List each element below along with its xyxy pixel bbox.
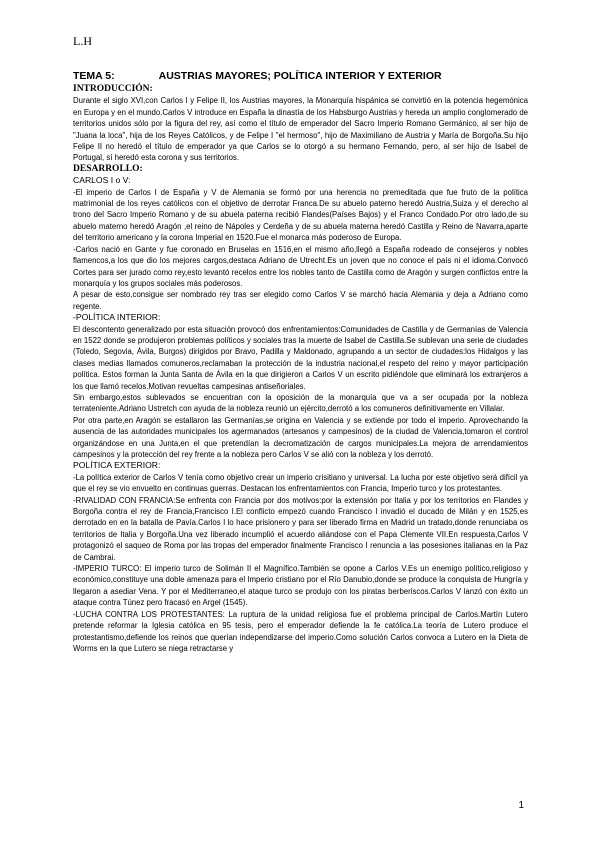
intro-heading: INTRODUCCIÓN:	[73, 84, 153, 94]
paragraph: A pesar de esto,consigue ser nombrado rey tras ser elegido como Carlos V se marchó hacia Alemania y deja a Adriano como regente.	[73, 290, 528, 311]
paragraph: -La política exterior de Carlos V tenía como objetivo crear un imperio crisitiano y universal. La lucha por este objetivo será difícil ya que el rey se vio envuelto en continuas guerras. Destacan los enfrentamientos con Francia, Imperio turco y los protestantes.	[73, 472, 528, 494]
intro-paragraph: Durante el siglo XVI,con Carlos I y Felipe II, los Austrias mayores, la Monarquía hispánica se convirtió en la potencia hegemónica en Europa y en el mundo.Carlos V introduce en España la dinastía de los Habsburgo Austrias y hereda un amplio conglomerado de territorios unidos sólo por la figura del rey, así como el título de emperador del Sacro Imperio Romano Germánico, al ser hijo de "Juana la loca", hija de los Reyes Católicos, y de Felipe I "el hermoso", hijo de Maximiliano de Austria y María de Borgoña.Su hijo Felipe II no heredó el título de emperador ya que Carlos se lo otorgó a su hermano Fernando, pero, al ser hijo de Isabel de Portugal, sí heredó esta corona y sus territorios.	[73, 96, 528, 163]
paragraph: Por otra parte,en Aragón se estallaron las Germanías,se origina en Valencia y se extiende por todo el imperio. Aprovechando la ausencia de las autoridades municipales los agermanados (artesanos y campesinos) de la ciudad de Valencia,tomaron el control organizándose en una Junta,en el que pretendían la decromatización de cargos municipales.La mejora de arrendamientos campesinos y la protección del rey frente a la nobleza pero Carlos V se alió con la nobleza y los derrotó.	[73, 415, 528, 459]
paragraph: -Carlos nació en Gante y fue coronado en Bruselas en 1516,en el mismo año,llegó a España rodeado de consejeros y nobles flamencos,a los que dio los mejores cargos,destaca Adriano de Utrecht.Es un joven que no conoce el país ni el idioma.Convocó Cortes para ser jurado como rey,esto levantó recelos entre los nobles tanto de Castilla como de Aragón y surgen conflictos entre la monarquía y los grupos sociales más poderosos.	[73, 244, 528, 288]
author-initials: L.H	[73, 34, 92, 48]
page-number: 1	[518, 800, 524, 811]
subheading-carlos: CARLOS I o V:	[73, 175, 131, 186]
subheading-politica-interior: -POLÍTICA INTERIOR:	[73, 312, 161, 323]
paragraph: -El imperio de Carlos I de España y V de Alemania se formó por una herencia no premeditada que fue fruto de la política matrimonial de los reyes católicos con el objetivo de derrotar Franca.De su abuelo paterno heredó Austria,Suiza y el derecho al trono del Sacro Imperio Romano y de su abuela paterna recibió Flandes(Países Bajos) y el Franco Condado.Por otro lado,de su abuelo materno heredó Aragón ,el reino de Nápoles y Cerdeña y de su abuela materna heredó Castilla y Reino de Navarra,aparte del territorio americano y la corona Imperial en 1520.Fue el monarca más poderoso de Europa.	[73, 187, 528, 243]
development-heading: DESARROLLO:	[73, 163, 143, 174]
paragraph: -RIVALIDAD CON FRANCIA:Se enfrenta con Francia por dos motivos:por la extensión por Italia y por los territorios en Flandes y Borgoña contra el rey de Francia,Francisco I.El conflicto empezó cuando Francisco I invadió el ducado de Milán y en 1525,es derrotado en en la batalla de Pavía.Carlos I lo hace prisionero y para ser liberado firma en Madrid un tratado,donde renunciaba os territorios de Italia y Borgoña.Una vez liberado incumplió el acuerdo aliándose con el Papa Clemente VII.En respuesta,Carlos V protagonizó el saqueo de Roma por las tropas del emperador finalmente Francisco I renuncia a las posesiones italianas en la Paz de Cambrai.	[73, 495, 528, 562]
title-number: TEMA 5:	[73, 70, 115, 82]
document-title	[73, 69, 528, 83]
paragraph: Sin embargo,estos sublevados se encuentran con la oposición de la monarquía que va a ser ocupada por la nobleza terrateniente.Adriano Ustretch con ayuda de la nobleza reunió un ejército,derrotó a los comuneros definitivamente en Villalar.	[73, 392, 528, 414]
paragraph: -IMPERIO TURCO: El imperio turco de Solimán II el Magnífico.También se opone a Carlos V.Es un enemigo político,religioso y económico,constituye una doble amenaza para el Imperio cristiano por el Río Danubio,donde se produce la conquista de Hungría y llegaron a asediar Vena. Y por el Mediterraneo,el ataque turco se produjo con los piratas berberiscos.Carlos V lanzó con éxito un ataque contra Túnez pero fracasó en Argel (1545).	[73, 564, 528, 608]
paragraph: El descontento generalizado por esta situación provocó dos enfrentamientos:Comunidades de Castilla y de Germanías de Valencia en 1522 donde se produjeron problemas políticos y sociales tras la muerte de Isabel de Castilla.Se sublevan una serie de ciudades (Toledo, Segovia, Ávila, Burgos) dirigidos por Bravo, Padilla y Maldonado, agrupando a un sector de ciudades:los Hidalgos y las clases medias llamados comuneros,reclamaban la protección de la industria nacional,el respeto del reino y mayor participación política. Estos forman la Junta Santa de Ávila en la que dirigieron a Carlos V un escrito pidiéndole que eliminará los extranjeros a los que llamó recelos.Motivan revueltas campesinas antiseñoriales.	[73, 324, 528, 391]
document-body	[73, 69, 528, 654]
subheading-politica-exterior: POLÍTICA EXTERIOR:	[73, 460, 161, 471]
title-text: AUSTRIAS MAYORES; POLÍTICA INTERIOR Y EXTERIOR	[158, 70, 442, 82]
paragraph: -LUCHA CONTRA LOS PROTESTANTES: La ruptura de la unidad religiosa fue el problema principal de Carlos.Martín Lutero pretende reformar la Iglesia católica en 95 tesis, pero el emperador defiende la fe católica.La teoría de Lutero produce el protestantismo,defiende los reinos que querían independizarse del imperio.Como solución Carlos convoca a Lutero en la Dieta de Worms en la que Lutero se niega retractarse y	[73, 609, 528, 653]
